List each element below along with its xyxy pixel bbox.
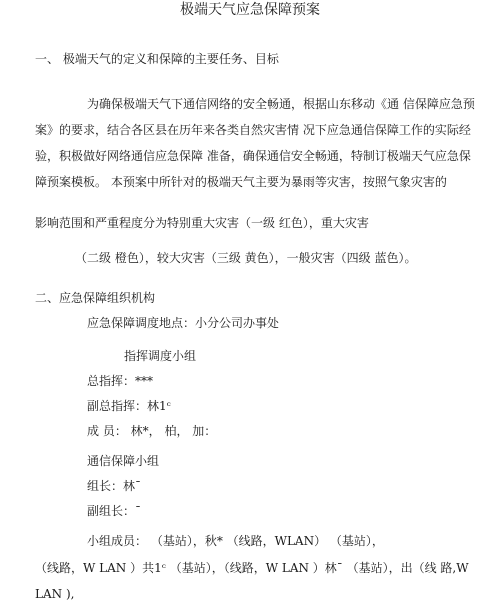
- paragraph-2-line-2: （二级 橙色），较大灾害（三级 黄色），一般灾害（四级 蓝色）。: [75, 251, 417, 265]
- paragraph-1-line-4: 障预案模板。 本预案中所针对的极端天气主要为暴雨等灾害，按照气象灾害的: [35, 175, 447, 189]
- paragraph-1-line-2: 案》的要求，结合各区县在历年来各类自然灾害情 况下应急通信保障工作的实际经: [35, 123, 471, 137]
- group-leader: 组长：林ˉ: [87, 479, 142, 493]
- group-members-line-1: 小组成员： （基站），秋* （线路，WLAN） （基站），: [87, 534, 384, 548]
- deputy-group-leader: 副组长：ˉ: [87, 504, 142, 518]
- command-members: 成 员： 林*， 柏， 加：: [87, 424, 217, 438]
- section-1-heading: 一、 极端天气的定义和保障的主要任务、目标: [35, 52, 279, 66]
- paragraph-1-line-1: 为确保极端天气下通信网络的安全畅通，根据山东移动《通 信保障应急预: [87, 97, 475, 111]
- commander: 总指挥：***: [87, 374, 154, 388]
- group-members-line-3: LAN ),: [35, 587, 75, 601]
- paragraph-2-line-1: 影响范围和严重程度分为特别重大灾害（一级 红色），重大灾害: [35, 216, 369, 230]
- group-members-line-2: （线路，W LAN ）共1ᶜ （基站），（线路，W LAN ）林ˉ （基站），出（线 路,W: [35, 561, 469, 575]
- comm-group-title: 通信保障小组: [87, 454, 160, 468]
- document-title: 极端天气应急保障预案: [180, 2, 320, 18]
- section-2-heading: 二、应急保障组织机构: [35, 291, 156, 305]
- command-group-title: 指挥调度小组: [124, 349, 197, 363]
- deputy-commander: 副总指挥：林1ᶜ: [87, 399, 171, 413]
- paragraph-1-line-3: 验，积极做好网络通信应急保障 准备，确保通信安全畅通，特制订极端天气应急保: [35, 149, 471, 163]
- dispatch-location: 应急保障调度地点：小分公司办事处: [87, 316, 280, 330]
